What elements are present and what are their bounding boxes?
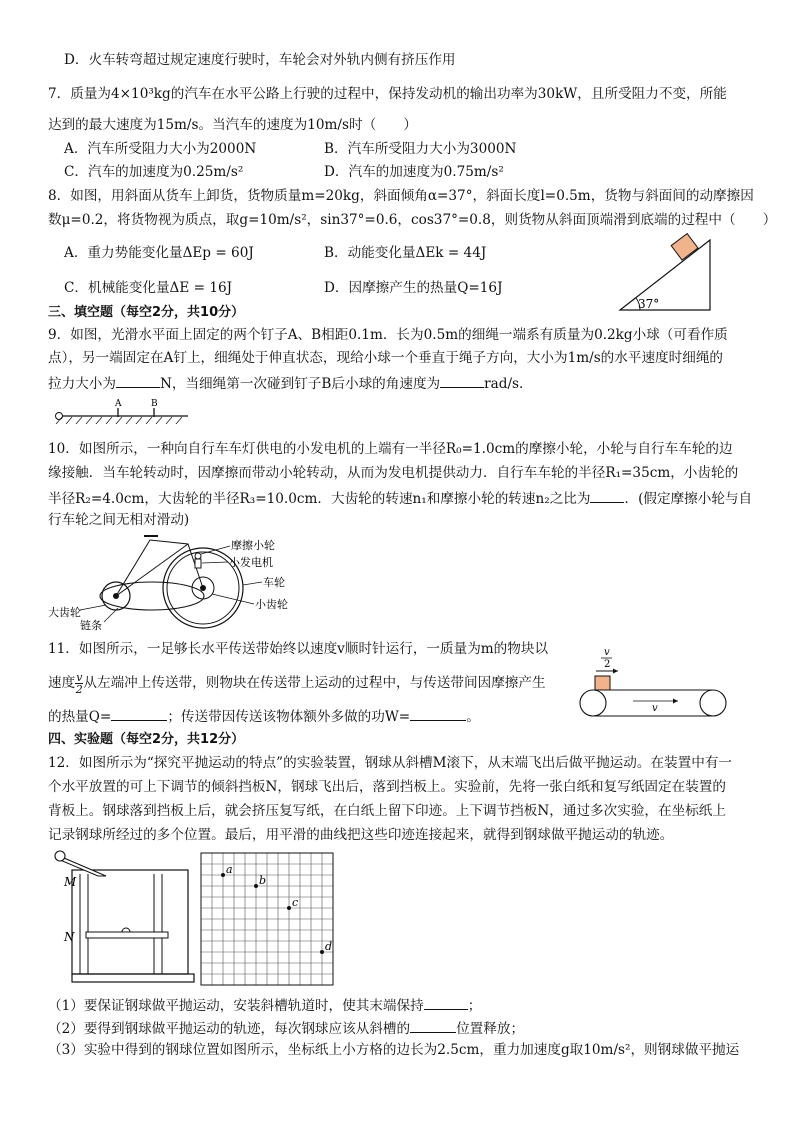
small-gear-label: 小齿轮 [255, 598, 288, 611]
q7-option-d: D．汽车的加速度为0.75m/s² [324, 164, 504, 180]
q7-option-c: C．汽车的加速度为0.25m/s² [64, 164, 244, 180]
incline-diagram [612, 232, 716, 316]
nails-diagram [52, 396, 192, 428]
trajectory-point-c [287, 906, 291, 910]
back-board [72, 870, 188, 974]
q8-option-a: A．重力势能变化量ΔEp = 60J [64, 245, 254, 261]
label-m: M [64, 875, 77, 889]
big-gear-label: 大齿轮 [48, 606, 81, 619]
trajectory-point-a [221, 873, 225, 877]
q12-stem-line4: 记录钢球所经过的多个位置。最后，用平滑的曲线把这些印迹连接起来，就得到钢球做平抛运动的轨迹。 [48, 827, 674, 843]
apparatus-diagram [50, 848, 196, 990]
q8-option-d: D．因摩擦产生的热量Q=16J [324, 280, 503, 296]
generator-body [195, 559, 201, 568]
q9-stem-line3 [48, 374, 523, 393]
q8-option-b: B．动能变化量ΔEk = 44J [324, 245, 487, 261]
cargo-box [671, 234, 698, 260]
q10-text-b: ．(假定摩擦小轮与自 [624, 491, 753, 507]
bicycle-frame [116, 540, 203, 596]
section3-title: 三、填空题（每空2分，共10分） [48, 305, 245, 320]
q11-blank-heat[interactable] [111, 707, 167, 721]
incline-triangle [620, 240, 710, 310]
chute-m [60, 858, 106, 876]
belt-velocity-label: v [652, 703, 658, 714]
q9-text-b: N，当细绳第一次碰到钉子B后小球的角速度为 [159, 376, 441, 392]
chain-label: 链条 [80, 619, 102, 632]
q8-stem-line1: 8．如图，用斜面从货车上卸货，货物质量m=20kg，斜面倾角α=37°，斜面长度l=0.5m，货物与斜面间的动摩擦因 [48, 188, 754, 204]
angle-label: 37° [638, 297, 660, 311]
q12-sub2-text-b: 位置释放； [456, 1021, 525, 1037]
q9-blank-tension[interactable] [116, 374, 160, 388]
q12-sub1-text-b: ； [467, 998, 482, 1014]
bicycle-diagram [48, 530, 308, 632]
q11-text-a: 速度 [48, 675, 76, 691]
q9-text-a: 拉力大小为 [48, 376, 116, 392]
q12-stem-line3: 背板上。钢球落到挡板上后，就会挤压复写纸，在白纸上留下印迹。上下调节挡板N，通过多次实验，在坐标纸上 [48, 803, 726, 819]
q7-stem-line2: 达到的最大速度为15m/s。当汽车的速度为10m/s时（ ） [48, 117, 417, 133]
q11-stem-line2 [48, 672, 546, 695]
conveyor-diagram [578, 645, 732, 721]
q12-stem-line2: 个水平放置的可上下调节的倾斜挡板N，钢球飞出后，落到挡板上。实验前，先将一张白纸和复写纸固定在装置的 [48, 779, 726, 795]
q8-stem-line2: 数μ=0.2，将货物视为质点，取g=10m/s²，sin37°=0.6，cos37°=0.8，则货物从斜面顶端滑到底端的过程中（ ） [48, 212, 777, 228]
baffle-n [86, 932, 168, 938]
q12-stem-line1: 12．如图所示为“探究平抛运动的特点”的实验装置，钢球从斜槽M滚下，从末端飞出后做平抛运动。在装置中有一 [48, 755, 733, 771]
left-roller [580, 690, 606, 716]
q10-text-a: 半径R₂=4.0cm，大齿轮的半径R₃=10.0cm．大齿轮的转速n₁和摩擦小轮的转速n₂之比为 [48, 491, 591, 507]
q10-blank-ratio[interactable] [590, 489, 624, 503]
q9-text-c: rad/s. [484, 376, 524, 392]
grid-paper [200, 852, 336, 988]
trajectory-point-label-d: d [325, 940, 333, 953]
q10-stem-line3 [48, 489, 752, 508]
ground-hatching [56, 417, 182, 424]
q11-stem-line1: 11．如图所示，一足够长水平传送带始终以速度v顺时针运行，一质量为m的物块以 [48, 641, 549, 657]
q12-sub3: （3）实验中得到的钢球位置如图所示，坐标纸上小方格的边长为2.5cm，重力加速度g取10m/s²，则钢球做平抛运 [48, 1042, 740, 1058]
q11-fraction-denominator: 2 [75, 683, 83, 696]
friction-wheel [195, 553, 201, 559]
block [595, 676, 610, 690]
q12-sub2 [48, 1019, 524, 1038]
q11-text-b: 从左端冲上传送带，则物块在传送带上运动的过程中，与传送带间因摩擦产生 [83, 675, 546, 691]
q7-stem-line1: 7．质量为4×10³kg的汽车在水平公路上行驶的过程中，保持发动机的输出功率为30kW，且所受阻力不变，所能 [48, 86, 727, 102]
q11-text-d: ；传送带因传送该物体额外多做的功W= [167, 709, 411, 725]
section4-title: 四、实验题（每空2分，共12分） [48, 732, 245, 747]
q12-sub2-text-a: （2）要得到钢球做平抛运动的轨迹，每次钢球应该从斜槽的 [48, 1021, 411, 1037]
q10-stem-line1: 10．如图所示，一种向自行车车灯供电的小发电机的上端有一半径R₀=1.0cm的摩擦小轮，小轮与自行车车轮的边 [48, 441, 733, 457]
q11-fraction-numerator: v [76, 671, 83, 684]
q11-text-e: 。 [466, 709, 480, 725]
q7-option-b: B．汽车所受阻力大小为3000N [324, 141, 517, 157]
block-velocity-numerator: v [604, 647, 610, 658]
q11-blank-work[interactable] [410, 707, 466, 721]
trajectory-point-b [254, 884, 258, 888]
q10-stem-line4: 行车轮之间无相对滑动) [48, 512, 190, 528]
q10-stem-line2: 缘接触．当车轮转动时，因摩擦而带动小轮转动，从而为发电机提供动力．自行车车轮的半径R₁=35cm，小齿轮的 [48, 465, 739, 481]
small-ball [56, 413, 63, 420]
trajectory-point-label-c: c [292, 896, 299, 909]
q9-blank-angular-velocity[interactable] [440, 374, 484, 388]
q6-option-d: D．火车转弯超过规定速度行驶时，车轮会对外轨内侧有挤压作用 [64, 52, 456, 68]
q9-stem-line1: 9．如图，光滑水平面上固定的两个钉子A、B相距0.1m．长为0.5m的细绳一端系有质量为0.2kg小球（可看作质 [48, 327, 728, 343]
q12-sub1-text-a: （1）要保证钢球做平抛运动，安装斜槽轨道时，使其末端保持 [48, 998, 424, 1014]
label-n: N [64, 930, 75, 944]
friction-wheel-label: 摩擦小轮 [231, 539, 275, 552]
q12-blank-end-state[interactable] [424, 996, 468, 1010]
generator-label: 小发电机 [229, 556, 273, 569]
block-velocity-denominator: 2 [604, 659, 611, 670]
trajectory-point-label-a: a [226, 863, 233, 876]
q11-stem-line3 [48, 707, 480, 726]
trajectory-point-d [320, 950, 324, 954]
wheel-label: 车轮 [263, 576, 285, 589]
base [72, 974, 194, 982]
q12-sub1 [48, 996, 481, 1015]
steel-ball [55, 851, 65, 861]
right-roller [700, 690, 726, 716]
q8-option-c: C．机械能变化量ΔE = 16J [64, 280, 233, 296]
q12-blank-release-position[interactable] [410, 1019, 456, 1033]
q11-text-c: 的热量Q= [48, 709, 112, 725]
q9-stem-line2: 点），另一端固定在A钉上，细绳处于伸直状态，现给小球一个垂直于绳子方向，大小为1m/s的水平速度时细绳的 [48, 350, 724, 366]
nail-a-label: A [115, 399, 122, 409]
trajectory-point-label-b: b [259, 874, 267, 887]
nail-b-label: B [151, 399, 158, 409]
q7-option-a: A．汽车所受阻力大小为2000N [64, 141, 257, 157]
